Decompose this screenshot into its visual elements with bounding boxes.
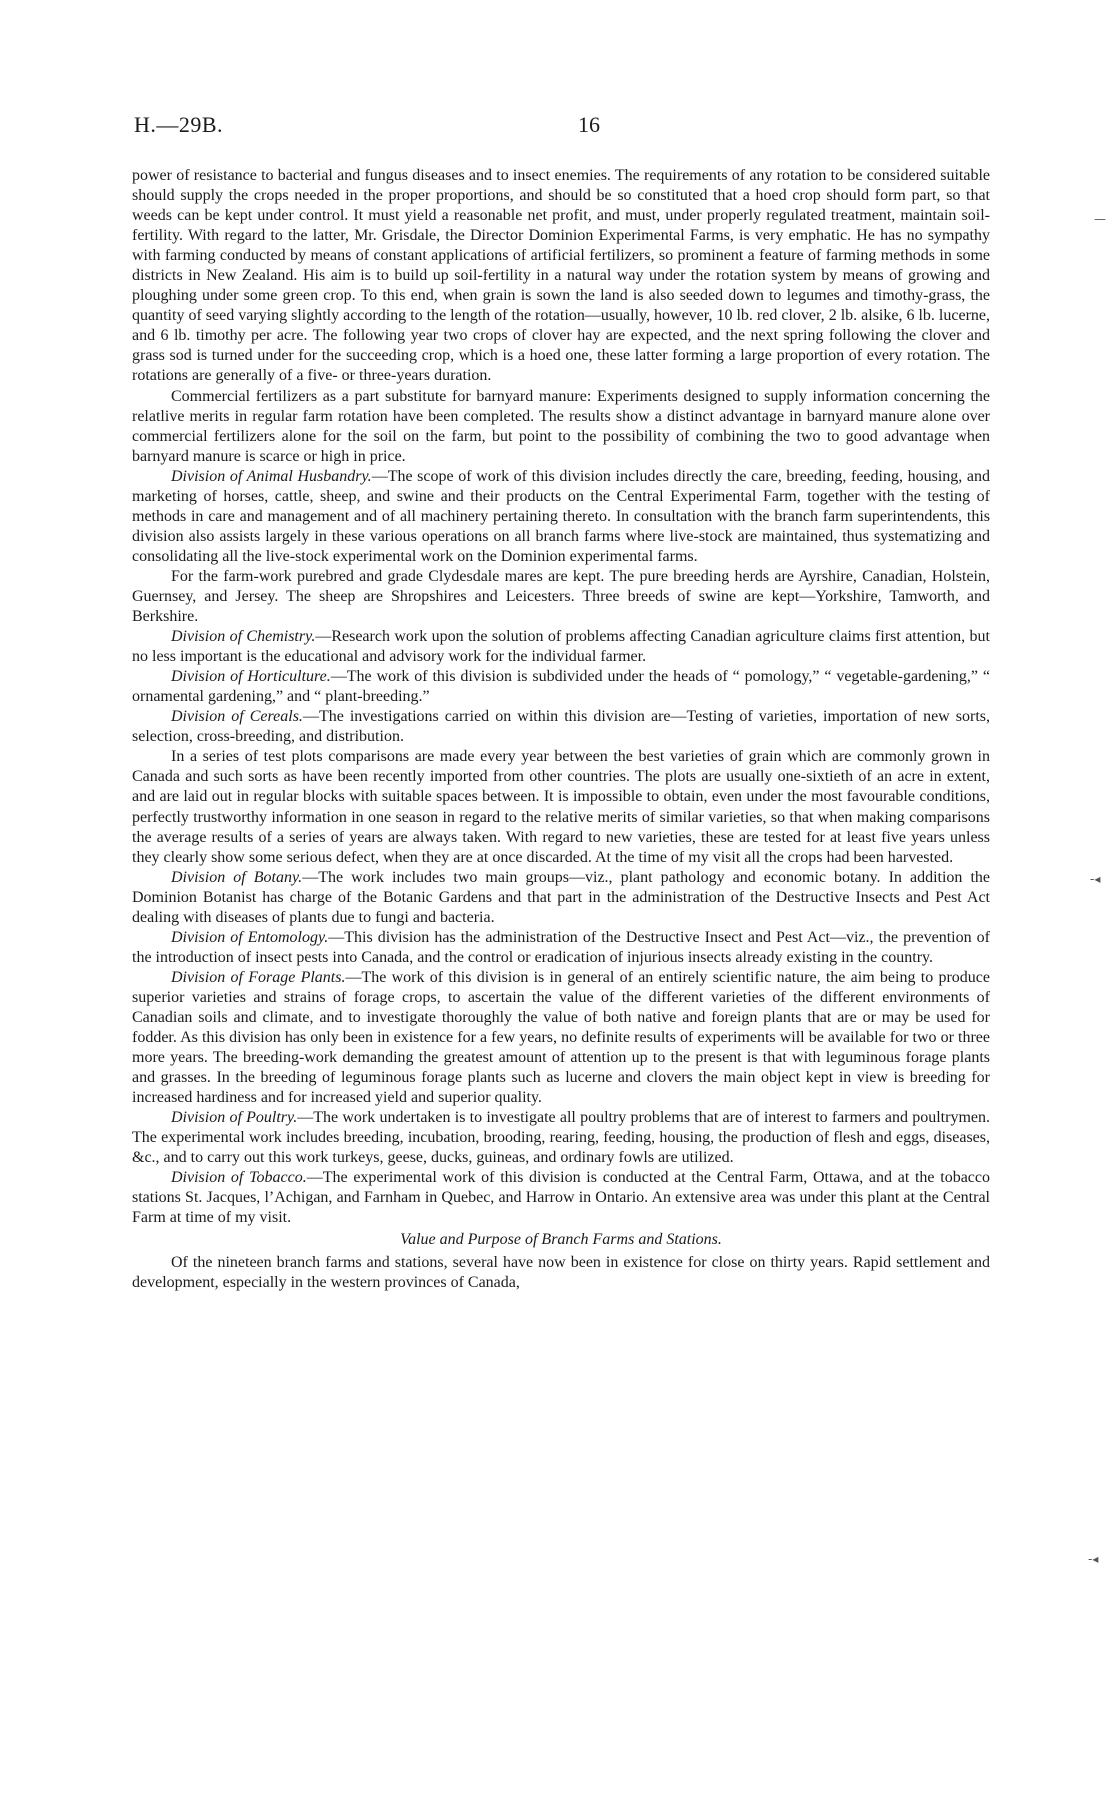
division-paragraph: [132, 667, 990, 707]
margin-mark: -◂: [1090, 872, 1101, 886]
paragraph-text: —The investigations carried on within this division are—Testing of varieties, importation of new sorts, selection, cross-breeding, and distribution.: [132, 708, 991, 746]
division-paragraph: [132, 868, 990, 928]
division-title: Division of Poultry.: [171, 1109, 298, 1127]
division-title: Division of Cereals.: [171, 708, 303, 726]
paragraph: [132, 567, 990, 627]
paragraph-text: Commercial fertilizers as a part substitute for barnyard manure: Experiments designed to supply information concerning the relatlive merits in regular farm rotation have been completed. The results show a distinct advantage in barnyard manure alone over commercial fertilizers alone for the soil on the farm, but point to the possibility of combining the two to good advantage when barnyard manure is scarce or high in price.: [132, 387, 990, 465]
division-paragraph: [132, 1168, 990, 1228]
paragraph-text: —This division has the administration of the Destructive Insect and Pest Act—viz., the prevention of the introduction of insect pests into Canada, and the control or eradication of injurious insects already existing in the country.: [132, 928, 990, 966]
paragraph-text: —The work of this division is subdivided under the heads of “ pomology,” “ vegetable-gardening,” “ ornamental gardening,” and “ plant-breeding.”: [132, 668, 990, 706]
paragraph-text: Of the nineteen branch farms and stations, several have now been in existence for close on thirty years. Rapid settlement and development, especially in the western provinces of Canada,: [132, 1253, 990, 1291]
paragraph-text: —The scope of work of this division includes directly the care, breeding, feeding, housing, and marketing of horses, cattle, sheep, and swine and their products on the Central Experimental Farm, together with the testing of methods in care and management and of all machinery pertaining thereto. In consultation with the branch farm superintendents, this division also assists largely in these various operations on all branch farms where live-stock are maintained, thus systematizing and consolidating all the live-stock experimental work on the Dominion experimental farms.: [132, 467, 990, 565]
division-title: Division of Animal Husbandry.: [171, 467, 372, 485]
body-text: [132, 166, 990, 1293]
paragraph-text: For the farm-work purebred and grade Clydesdale mares are kept. The pure breeding herds are Ayrshire, Canadian, Holstein, Guernsey, and Jersey. The sheep are Shropshires and Leicesters. Three breeds of swine are kept—Yorkshire, Tamworth, and Berkshire.: [132, 567, 990, 626]
division-paragraph: [132, 467, 990, 567]
division-title: Division of Horticulture.: [171, 668, 331, 686]
paragraph-text: power of resistance to bacterial and fungus diseases and to insect enemies. The requirements of any rotation to be considered suitable should supply the crops needed in the proper proportions, and should be so constituted that a hoed crop should form part, so that weeds can be kept under control. It must yield a reasonable net profit, and must, under properly regulated treatment, maintain soil-fertility. With regard to the latter, Mr. Grisdale, the Director Dominion Experimental Farms, is very emphatic. He has no sympathy with farming conducted by means of constant applications of artificial fertilizers, so prominent a feature of farming methods in some districts in New Zealand. His aim is to build up soil-fertility in a natural way under the rotation system by means of growing and ploughing under some green crop. To this end, when grain is sown the land is also seeded down to legumes and timothy-grass, the quantity of seed varying slightly according to the length of the rotation—usually, however, 10 lb. red clover, 2 lb. alsike, 6 lb. lucerne, and 6 lb. timothy per acre. The following year two crops of clover hay are expected, and the next spring following the clover and grass sod is turned under for the succeeding crop, which is a hoed one, these latter forming a large proportion of every rotation. The rotations are generally of a five- or three-years duration.: [132, 167, 990, 385]
division-title: Division of Forage Plants.: [171, 968, 346, 986]
paragraph: [132, 747, 990, 867]
division-title: Division of Entomology.: [171, 928, 329, 946]
paragraph: [132, 1253, 990, 1293]
page-header: [0, 112, 1114, 142]
margin-mark: -◂: [1088, 1552, 1099, 1566]
paragraph-text: —Research work upon the solution of problems affecting Canadian agriculture claims first attention, but no less important is the educational and advisory work for the individual farmer.: [132, 628, 991, 666]
section-heading: Value and Purpose of Branch Farms and Stations.: [400, 1231, 722, 1249]
paragraph-text: —The work of this division is in general of an entirely scientific nature, the aim being to produce superior varieties and strains of forage crops, to ascertain the value of the different varieties of the different environments of Canadian soils and climate, and to investigate thoroughly the value of both native and foreign plants that are or may be used for fodder. As this division has only been in existence for a few years, no definite results of experiments will be available for two or three more years. The breeding-work demanding the greatest amount of attention up to the present is that with leguminous forage plants and grasses. In the breeding of leguminous forage plants such as lucerne and clovers the main object kept in view is breeding for increased hardiness and for increased yield and superior quality.: [132, 968, 991, 1107]
division-title: Division of Chemistry.: [171, 628, 316, 646]
paragraph-text: —The work undertaken is to investigate all poultry problems that are of interest to farmers and poultrymen. The experimental work includes breeding, incubation, brooding, rearing, feeding, housing, the production of flesh and eggs, diseases, &c., and to carry out this work turkeys, geese, ducks, guineas, and ordinary fowls are utilized.: [132, 1109, 990, 1167]
page-number: 16: [578, 112, 600, 137]
paragraph-text: —The experimental work of this division is conducted at the Central Farm, Ottawa, and at the tobacco stations St. Jacques, l’Achigan, and Farnham in Quebec, and Harrow in Ontario. An extensive area was under this plant at the Central Farm at time of my visit.: [132, 1169, 991, 1227]
division-paragraph: [132, 968, 990, 1108]
division-paragraph: [132, 627, 990, 667]
division-title: Division of Tobacco.: [171, 1169, 307, 1187]
margin-mark: —: [1094, 212, 1106, 226]
paragraph: [132, 387, 990, 467]
division-title: Division of Botany.: [171, 868, 303, 886]
division-paragraph: [132, 1108, 990, 1168]
division-paragraph: [132, 928, 990, 968]
division-paragraph: [132, 707, 990, 747]
paragraph: [132, 166, 990, 387]
paragraph-text: In a series of test plots comparisons are made every year between the best varieties of grain which are commonly grown in Canada and such sorts as have been recently imported from other countries. The plots are usually one-sixtieth of an acre in extent, and are laid out in regular blocks with suitable spaces between. It is impossible to obtain, even under the most favourable conditions, perfectly trustworthy information in one season in regard to the relative merits of similar varieties, so that when making comparisons the average results of a series of years are always taken. With regard to new varieties, these are tested for at least five years unless they clearly show some serious defect, when they are at once discarded. At the time of my visit all the crops had been harvested.: [132, 748, 990, 866]
paragraph-text: —The work includes two main groups—viz., plant pathology and economic botany. In addition the Dominion Botanist has charge of the Botanic Gardens and that part in the administration of the Destructive Insects and Pest Act dealing with diseases of plants due to fungi and bacteria.: [132, 868, 990, 926]
document-id: H.—29B.: [134, 112, 224, 137]
